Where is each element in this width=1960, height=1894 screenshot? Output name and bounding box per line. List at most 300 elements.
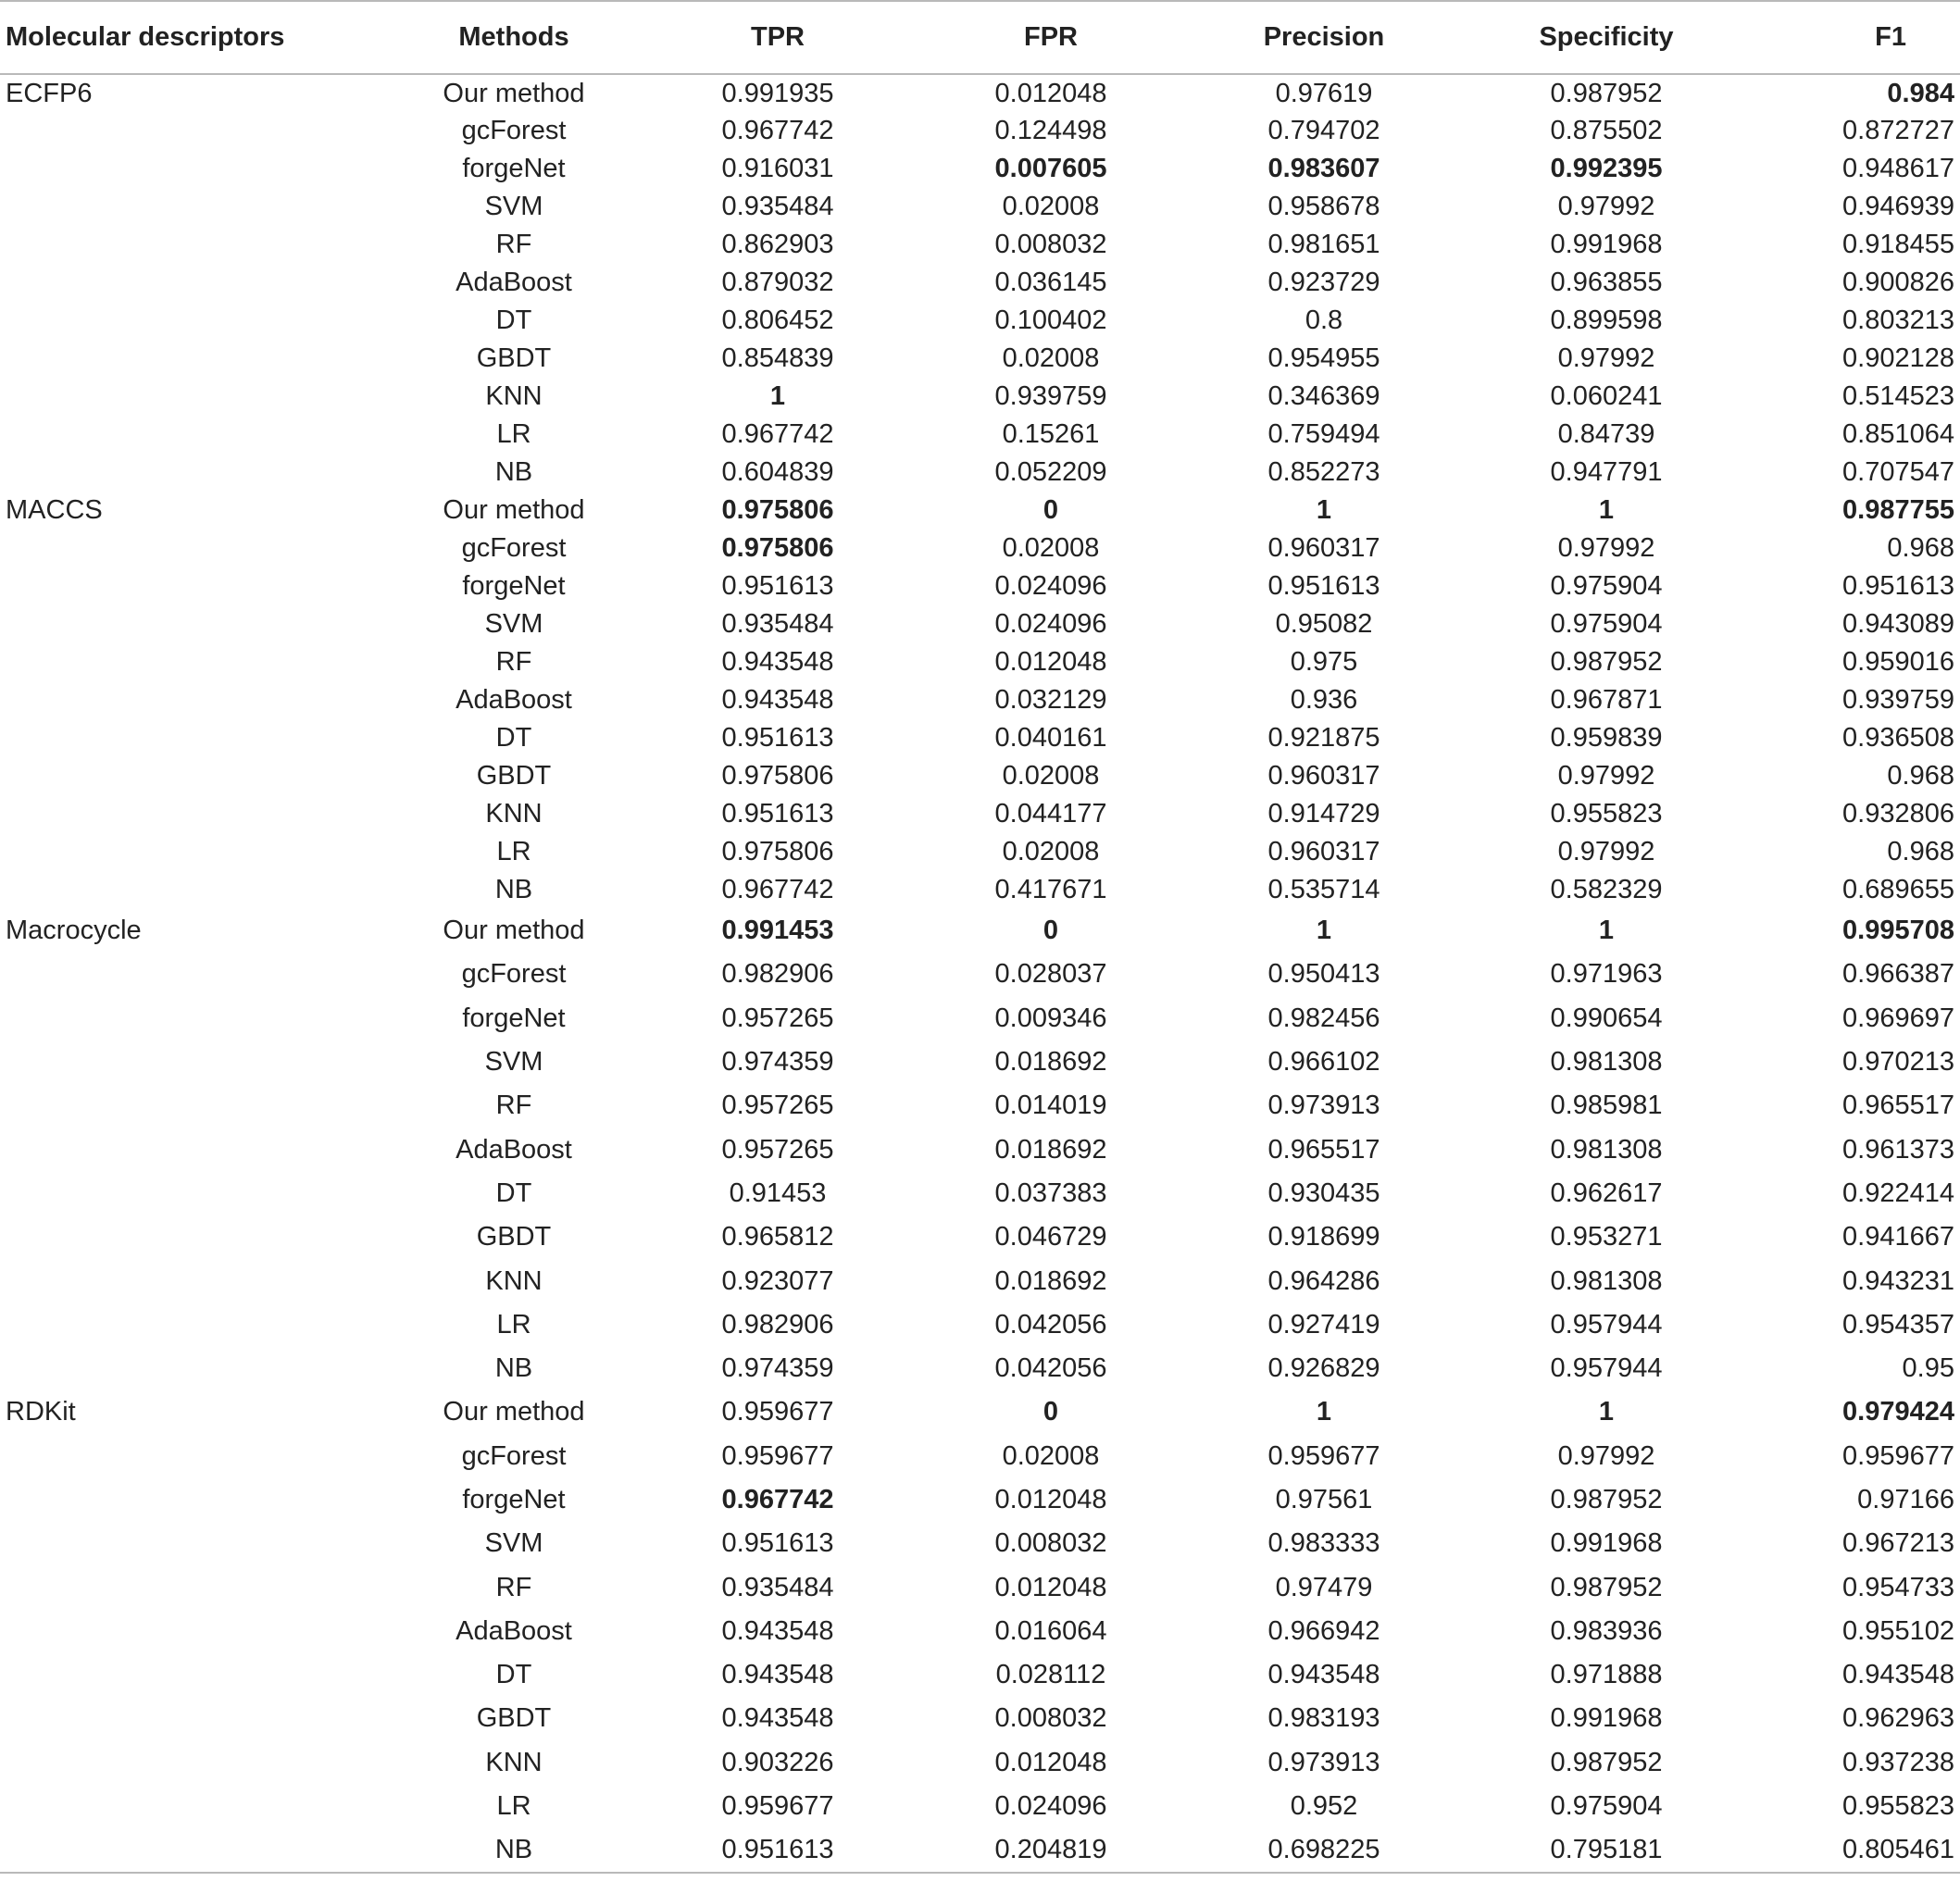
table-row	[0, 530, 1960, 567]
precision-cell: 0.973913	[1267, 1747, 1380, 1777]
precision-cell: 0.943548	[1267, 1660, 1380, 1690]
method-cell: KNN	[485, 381, 543, 411]
method-cell: AdaBoost	[456, 1615, 572, 1646]
fpr-cell: 0.044177	[994, 799, 1107, 829]
fpr-cell: 0.042056	[994, 1353, 1107, 1384]
fpr-cell: 0.204819	[917, 1828, 1185, 1872]
specificity-cell: 0.947791	[1550, 457, 1663, 487]
precision-cell: 0.97561	[1275, 1485, 1373, 1514]
tpr-cell: 0.943548	[721, 1703, 834, 1734]
specificity-cell: 0.963855	[1550, 268, 1663, 297]
specificity-cell: 0.959839	[1550, 723, 1663, 753]
descriptor-cell: MACCS	[6, 495, 103, 525]
method-cell: gcForest	[461, 1440, 567, 1471]
specificity-cell: 0.953271	[1550, 1222, 1663, 1252]
descriptor-cell	[0, 530, 389, 567]
method-cell: LR	[496, 837, 531, 866]
descriptor-cell: Macrocycle	[6, 916, 142, 946]
table-row	[0, 1478, 1960, 1522]
table-row	[0, 567, 1960, 605]
specificity-cell: 0.967871	[1550, 685, 1663, 715]
header-tpr: TPR	[639, 1, 917, 74]
descriptor-cell	[0, 1741, 389, 1785]
fpr-cell: 0.046729	[994, 1222, 1107, 1252]
table-row	[0, 605, 1960, 643]
method-cell: DT	[495, 1178, 532, 1208]
f1-cell: 0.936508	[1842, 723, 1954, 753]
table-row	[0, 719, 1960, 757]
method-cell: gcForest	[461, 116, 567, 145]
descriptor-cell	[0, 1303, 389, 1347]
precision-cell: 0.958678	[1267, 192, 1380, 221]
descriptor-cell	[0, 1040, 389, 1084]
specificity-cell: 1	[1598, 495, 1615, 525]
method-cell: GBDT	[476, 1703, 552, 1734]
fpr-cell: 0.124498	[994, 116, 1107, 145]
tpr-cell: 0.975806	[721, 761, 834, 791]
f1-cell: 0.968	[1887, 837, 1954, 866]
fpr-cell: 0.018692	[994, 1047, 1107, 1078]
fpr-cell: 0.016064	[994, 1615, 1107, 1646]
precision-cell: 0.923729	[1267, 268, 1380, 297]
method-cell: AdaBoost	[456, 685, 572, 715]
tpr-cell: 0.935484	[721, 609, 834, 639]
table-row	[0, 454, 1960, 492]
table-row	[0, 833, 1960, 871]
method-cell: gcForest	[461, 959, 567, 990]
method-cell: Our method	[443, 1397, 585, 1427]
fpr-cell: 0.012048	[994, 78, 1107, 108]
fpr-cell: 0.007605	[994, 154, 1107, 183]
f1-cell: 0.966387	[1842, 959, 1954, 990]
method-cell: DT	[495, 1660, 532, 1690]
method-cell: RF	[495, 230, 532, 259]
table-header	[0, 1, 1960, 74]
method-cell: AdaBoost	[456, 268, 572, 297]
method-cell: LR	[496, 1309, 531, 1340]
method-cell: RF	[495, 647, 532, 677]
header-methods: Methods	[389, 1, 639, 74]
precision-cell: 0.914729	[1267, 799, 1380, 829]
f1-cell: 0.943089	[1842, 609, 1954, 639]
tpr-cell: 0.935484	[721, 192, 834, 221]
descriptor-cell	[0, 416, 389, 454]
fpr-cell: 0.939759	[994, 381, 1107, 411]
header-precision: Precision	[1185, 1, 1463, 74]
specificity-cell: 0.97992	[1557, 192, 1655, 221]
f1-cell: 0.918455	[1842, 230, 1954, 259]
table-row	[0, 757, 1960, 795]
tpr-cell: 0.991935	[721, 78, 834, 108]
tpr-cell: 0.959677	[721, 1791, 834, 1822]
fpr-cell: 0.012048	[994, 1747, 1107, 1777]
descriptor-cell	[0, 1128, 389, 1171]
tpr-cell: 0.975806	[721, 837, 834, 866]
table-row	[0, 74, 1960, 112]
precision-cell: 0.698225	[1185, 1828, 1463, 1872]
f1-cell: 0.922414	[1842, 1178, 1954, 1208]
tpr-cell: 0.991453	[721, 916, 834, 946]
f1-cell: 0.954357	[1842, 1309, 1954, 1340]
fpr-cell: 0.012048	[994, 1485, 1107, 1514]
method-cell: forgeNet	[462, 154, 566, 183]
f1-cell: 0.805461	[1750, 1828, 1960, 1872]
f1-cell: 0.969697	[1842, 1003, 1954, 1033]
header-specificity: Specificity	[1463, 1, 1750, 74]
f1-cell: 0.803213	[1842, 305, 1954, 335]
specificity-cell: 0.899598	[1550, 305, 1663, 335]
precision-cell: 0.759494	[1267, 419, 1380, 449]
f1-cell: 0.951613	[1842, 571, 1954, 601]
precision-cell: 0.966102	[1267, 1047, 1380, 1078]
fpr-cell: 0.032129	[994, 685, 1107, 715]
f1-cell: 0.995708	[1842, 916, 1954, 946]
fpr-cell: 0.012048	[994, 647, 1107, 677]
tpr-cell: 0.957265	[721, 1003, 834, 1033]
descriptor-cell	[0, 150, 389, 188]
f1-cell: 0.965517	[1842, 1090, 1954, 1121]
f1-cell: 0.689655	[1842, 875, 1954, 904]
tpr-cell: 0.91453	[729, 1178, 827, 1208]
specificity-cell: 0.962617	[1550, 1178, 1663, 1208]
header-f1: F1	[1750, 1, 1960, 74]
descriptor-cell	[0, 719, 389, 757]
table-row	[0, 1741, 1960, 1785]
descriptor-cell	[0, 643, 389, 681]
table-row	[0, 1303, 1960, 1347]
table-row	[0, 1565, 1960, 1609]
specificity-cell: 0.957944	[1550, 1309, 1663, 1340]
descriptor-cell	[0, 1259, 389, 1302]
descriptor-cell	[0, 1478, 389, 1522]
f1-cell: 0.707547	[1842, 457, 1954, 487]
descriptor-cell	[0, 188, 389, 226]
specificity-cell: 0.955823	[1550, 799, 1663, 829]
precision-cell: 0.535714	[1267, 875, 1380, 904]
fpr-cell: 0.008032	[994, 1703, 1107, 1734]
precision-cell: 0.966942	[1267, 1615, 1380, 1646]
f1-cell: 0.987755	[1842, 495, 1954, 525]
tpr-cell: 0.854839	[721, 343, 834, 373]
tpr-cell: 0.943548	[721, 1660, 834, 1690]
tpr-cell: 0.943548	[721, 685, 834, 715]
precision-cell: 0.954955	[1267, 343, 1380, 373]
descriptor-cell	[0, 1565, 389, 1609]
f1-cell: 0.943548	[1842, 1660, 1954, 1690]
tpr-cell: 0.975806	[721, 533, 834, 563]
table-row	[0, 1215, 1960, 1259]
specificity-cell: 0.975904	[1550, 609, 1663, 639]
method-cell: gcForest	[461, 533, 567, 563]
table-body	[0, 74, 1960, 1873]
tpr-cell: 0.879032	[721, 268, 834, 297]
fpr-cell: 0.012048	[994, 1572, 1107, 1602]
descriptor-cell	[0, 871, 389, 909]
fpr-cell: 0.018692	[994, 1265, 1107, 1296]
precision-cell: 0.852273	[1267, 457, 1380, 487]
precision-cell: 0.926829	[1267, 1353, 1380, 1384]
f1-cell: 0.932806	[1842, 799, 1954, 829]
fpr-cell: 0.15261	[1002, 419, 1100, 449]
specificity-cell: 0.985981	[1550, 1090, 1663, 1121]
specificity-cell: 0.971963	[1550, 959, 1663, 990]
descriptor-cell	[0, 302, 389, 340]
specificity-cell: 0.991968	[1550, 1528, 1663, 1559]
precision-cell: 1	[1316, 495, 1332, 525]
tpr-cell: 0.959677	[721, 1440, 834, 1471]
precision-cell: 0.981651	[1267, 230, 1380, 259]
tpr-cell: 0.951613	[721, 571, 834, 601]
f1-cell: 0.97166	[1857, 1485, 1954, 1514]
method-cell: NB	[389, 1828, 639, 1872]
table-row	[0, 264, 1960, 302]
tpr-cell: 1	[769, 381, 786, 411]
precision-cell: 0.983333	[1267, 1528, 1380, 1559]
table-row	[0, 643, 1960, 681]
table-row	[0, 226, 1960, 264]
method-cell: SVM	[484, 1047, 543, 1078]
precision-cell: 0.927419	[1267, 1309, 1380, 1340]
fpr-cell: 0.417671	[994, 875, 1107, 904]
descriptor-cell	[0, 1172, 389, 1215]
table-row	[0, 1828, 1960, 1872]
tpr-cell: 0.951613	[721, 1528, 834, 1559]
descriptor-cell	[0, 1653, 389, 1697]
method-cell: Our method	[443, 916, 585, 946]
tpr-cell: 0.975806	[721, 495, 834, 525]
table-row	[0, 492, 1960, 530]
fpr-cell: 0.02008	[1002, 761, 1100, 791]
precision-cell: 0.983607	[1267, 154, 1380, 183]
specificity-cell: 0.875502	[1550, 116, 1663, 145]
tpr-cell: 0.951613	[721, 723, 834, 753]
tpr-cell: 0.974359	[721, 1047, 834, 1078]
specificity-cell: 0.97992	[1557, 1440, 1655, 1471]
method-cell: forgeNet	[462, 571, 566, 601]
fpr-cell: 0.042056	[994, 1309, 1107, 1340]
specificity-cell: 0.987952	[1550, 78, 1663, 108]
tpr-cell: 0.957265	[721, 1090, 834, 1121]
method-cell: Our method	[443, 495, 585, 525]
precision-cell: 0.951613	[1267, 571, 1380, 601]
precision-cell: 0.95082	[1275, 609, 1373, 639]
method-cell: LR	[496, 1791, 531, 1822]
precision-cell: 0.97619	[1275, 78, 1373, 108]
method-cell: KNN	[485, 799, 543, 829]
tpr-cell: 0.967742	[721, 875, 834, 904]
method-cell: RF	[495, 1572, 532, 1602]
specificity-cell: 1	[1598, 1397, 1615, 1427]
specificity-cell: 0.991968	[1550, 1703, 1663, 1734]
table-row	[0, 1610, 1960, 1653]
f1-cell: 0.961373	[1842, 1134, 1954, 1165]
fpr-cell: 0.02008	[1002, 1440, 1100, 1471]
descriptor-cell: RDKit	[6, 1397, 76, 1427]
tpr-cell: 0.967742	[721, 419, 834, 449]
precision-cell: 0.936	[1290, 685, 1358, 715]
method-cell: forgeNet	[462, 1003, 566, 1033]
fpr-cell: 0.008032	[994, 1528, 1107, 1559]
tpr-cell: 0.951613	[639, 1828, 917, 1872]
table-row	[0, 1040, 1960, 1084]
descriptor-cell	[0, 1610, 389, 1653]
f1-cell: 0.943231	[1842, 1265, 1954, 1296]
specificity-cell: 0.992395	[1550, 154, 1663, 183]
table-row	[0, 1128, 1960, 1171]
f1-cell: 0.979424	[1842, 1397, 1954, 1427]
fpr-cell: 0	[1042, 1397, 1059, 1427]
f1-cell: 0.955102	[1842, 1615, 1954, 1646]
table-row	[0, 1697, 1960, 1740]
precision-cell: 0.965517	[1267, 1134, 1380, 1165]
fpr-cell: 0.008032	[994, 230, 1107, 259]
method-cell: LR	[496, 419, 531, 449]
descriptor-cell	[0, 795, 389, 833]
specificity-cell: 0.990654	[1550, 1003, 1663, 1033]
table-row	[0, 150, 1960, 188]
f1-cell: 0.955823	[1842, 1791, 1954, 1822]
specificity-cell: 0.981308	[1550, 1047, 1663, 1078]
tpr-cell: 0.959677	[721, 1397, 834, 1427]
precision-cell: 0.950413	[1267, 959, 1380, 990]
method-cell: AdaBoost	[456, 1134, 572, 1165]
precision-cell: 0.983193	[1267, 1703, 1380, 1734]
table-row	[0, 302, 1960, 340]
specificity-cell: 0.981308	[1550, 1134, 1663, 1165]
precision-cell: 0.930435	[1267, 1178, 1380, 1208]
descriptor-cell	[0, 1084, 389, 1128]
method-cell: NB	[494, 457, 533, 487]
descriptor-cell	[0, 112, 389, 150]
descriptor-cell	[0, 340, 389, 378]
tpr-cell: 0.923077	[721, 1265, 834, 1296]
fpr-cell: 0.040161	[994, 723, 1107, 753]
descriptor-cell	[0, 833, 389, 871]
method-cell: RF	[495, 1090, 532, 1121]
fpr-cell: 0.018692	[994, 1134, 1107, 1165]
table-row	[0, 340, 1960, 378]
specificity-cell: 0.987952	[1550, 1485, 1663, 1514]
header-molecular-descriptors: Molecular descriptors	[0, 1, 389, 74]
tpr-cell: 0.916031	[721, 154, 834, 183]
specificity-cell: 0.981308	[1550, 1265, 1663, 1296]
fpr-cell: 0.028037	[994, 959, 1107, 990]
table-row	[0, 909, 1960, 953]
specificity-cell: 0.987952	[1550, 1572, 1663, 1602]
f1-cell: 0.962963	[1842, 1703, 1954, 1734]
precision-cell: 0.97479	[1275, 1572, 1373, 1602]
precision-cell: 0.959677	[1267, 1440, 1380, 1471]
f1-cell: 0.954733	[1842, 1572, 1954, 1602]
specificity-cell: 0.975904	[1550, 571, 1663, 601]
method-cell: DT	[495, 305, 532, 335]
f1-cell: 0.984	[1887, 78, 1954, 108]
descriptor-cell	[0, 1522, 389, 1565]
precision-cell: 0.346369	[1267, 381, 1380, 411]
table-row	[0, 1785, 1960, 1828]
specificity-cell: 0.060241	[1550, 381, 1663, 411]
precision-cell: 0.982456	[1267, 1003, 1380, 1033]
descriptor-cell	[0, 605, 389, 643]
tpr-cell: 0.982906	[721, 1309, 834, 1340]
descriptor-cell	[0, 681, 389, 719]
fpr-cell: 0	[1042, 495, 1059, 525]
specificity-cell: 0.975904	[1550, 1791, 1663, 1822]
precision-cell: 0.921875	[1267, 723, 1380, 753]
fpr-cell: 0.100402	[994, 305, 1107, 335]
table-row	[0, 795, 1960, 833]
specificity-cell: 0.971888	[1550, 1660, 1663, 1690]
table-row	[0, 416, 1960, 454]
f1-cell: 0.95	[1902, 1353, 1954, 1384]
tpr-cell: 0.862903	[721, 230, 834, 259]
header-row	[0, 1, 1960, 74]
fpr-cell: 0	[1042, 916, 1059, 946]
f1-cell: 0.967213	[1842, 1528, 1954, 1559]
specificity-cell: 0.97992	[1557, 343, 1655, 373]
tpr-cell: 0.943548	[721, 647, 834, 677]
method-cell: SVM	[484, 192, 543, 221]
fpr-cell: 0.02008	[1002, 192, 1100, 221]
descriptor-cell	[0, 1435, 389, 1478]
specificity-cell: 0.97992	[1557, 837, 1655, 866]
precision-cell: 0.973913	[1267, 1090, 1380, 1121]
f1-cell: 0.968	[1887, 761, 1954, 791]
fpr-cell: 0.009346	[994, 1003, 1107, 1033]
tpr-cell: 0.967742	[721, 116, 834, 145]
method-cell: GBDT	[476, 343, 552, 373]
f1-cell: 0.902128	[1842, 343, 1954, 373]
descriptor-cell	[0, 567, 389, 605]
descriptor-cell	[0, 1828, 389, 1872]
descriptor-cell	[0, 1215, 389, 1259]
precision-cell: 0.964286	[1267, 1265, 1380, 1296]
specificity-cell: 0.795181	[1463, 1828, 1750, 1872]
table-row	[0, 1172, 1960, 1215]
fpr-cell: 0.024096	[994, 609, 1107, 639]
method-cell: Our method	[443, 78, 585, 108]
f1-cell: 0.900826	[1842, 268, 1954, 297]
tpr-cell: 0.604839	[721, 457, 834, 487]
f1-cell: 0.939759	[1842, 685, 1954, 715]
tpr-cell: 0.806452	[721, 305, 834, 335]
tpr-cell: 0.965812	[721, 1222, 834, 1252]
method-cell: KNN	[485, 1265, 543, 1296]
fpr-cell: 0.037383	[994, 1178, 1107, 1208]
precision-cell: 1	[1316, 916, 1332, 946]
table-row	[0, 1653, 1960, 1697]
specificity-cell: 0.84739	[1557, 419, 1655, 449]
tpr-cell: 0.903226	[721, 1747, 834, 1777]
specificity-cell: 0.97992	[1557, 533, 1655, 563]
header-fpr: FPR	[917, 1, 1185, 74]
f1-cell: 0.948617	[1842, 154, 1954, 183]
specificity-cell: 0.991968	[1550, 230, 1663, 259]
f1-cell: 0.970213	[1842, 1047, 1954, 1078]
f1-cell: 0.959677	[1842, 1440, 1954, 1471]
fpr-cell: 0.02008	[1002, 533, 1100, 563]
descriptor-cell	[0, 226, 389, 264]
method-cell: GBDT	[476, 1222, 552, 1252]
table-row	[0, 1347, 1960, 1390]
descriptor-cell	[0, 953, 389, 996]
table-row	[0, 112, 1960, 150]
tpr-cell: 0.982906	[721, 959, 834, 990]
descriptor-cell	[0, 757, 389, 795]
f1-cell: 0.937238	[1842, 1747, 1954, 1777]
tpr-cell: 0.957265	[721, 1134, 834, 1165]
specificity-cell: 0.582329	[1550, 875, 1663, 904]
